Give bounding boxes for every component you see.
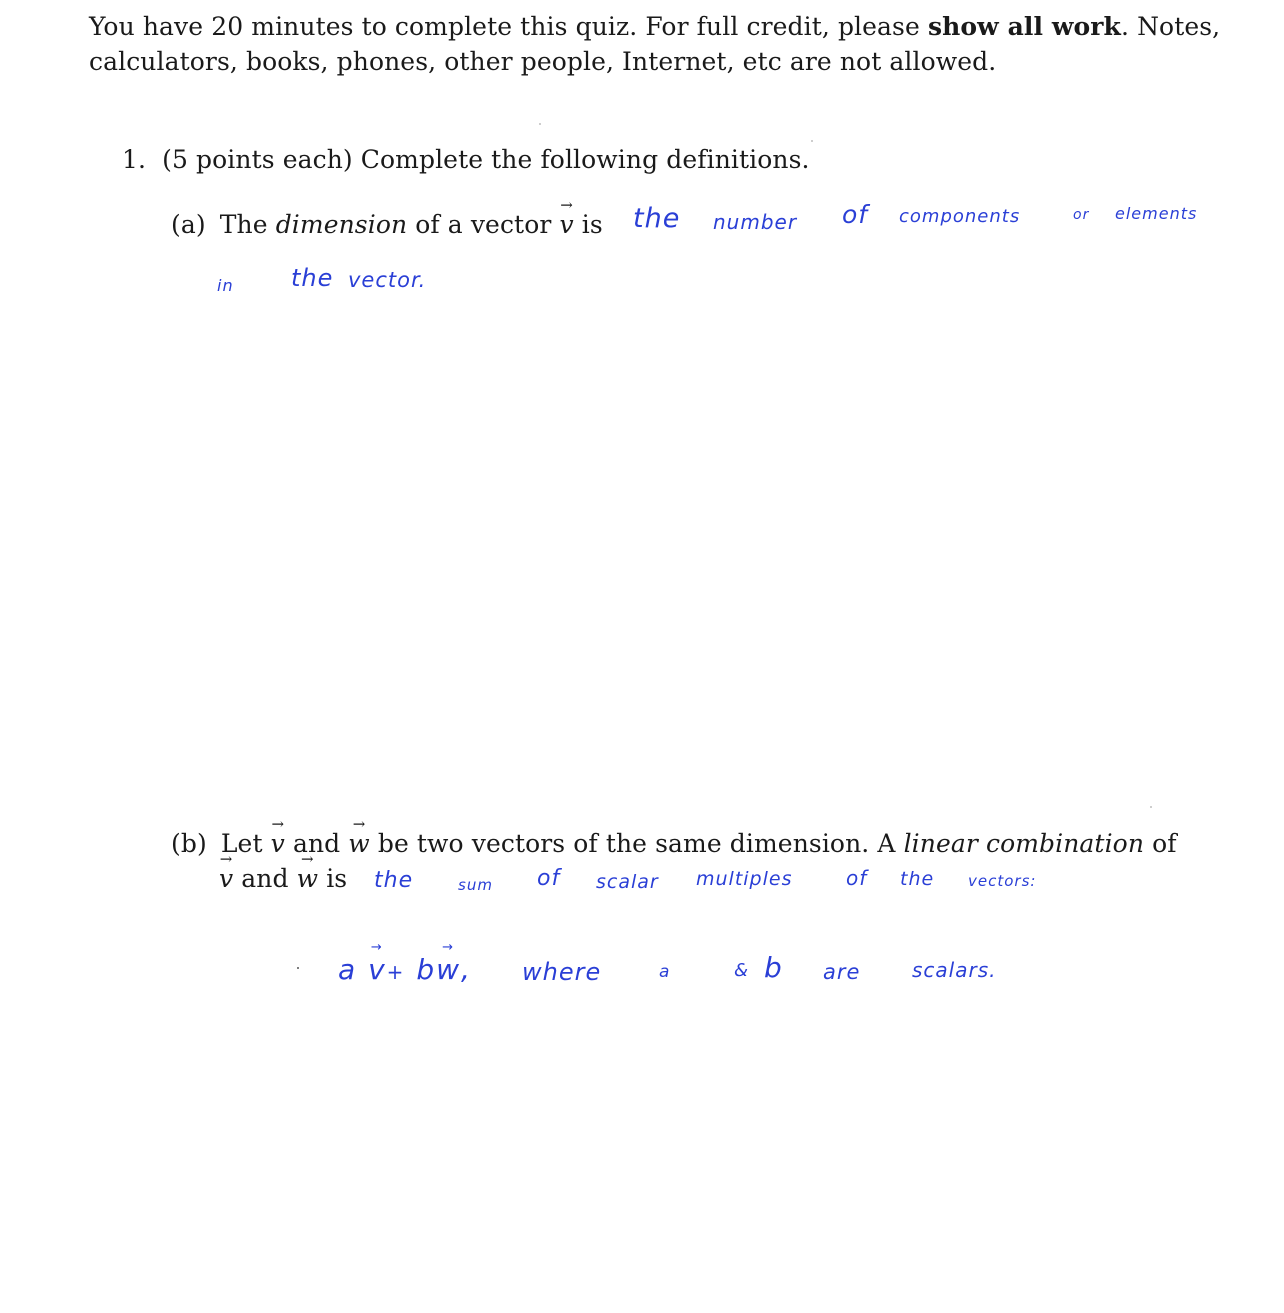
part-b-answer-word: the [900,868,935,890]
part-b-answer-word: b [764,951,783,984]
part-b-is: is [326,864,348,893]
part-b-prompt-line-1 [171,829,1177,858]
part-a-answer-word: vector. [348,268,427,292]
instructions-text: You have 20 minutes to complete this quiz. For full credit, please [89,12,920,41]
formula-vector-w: w → [436,953,461,986]
formula-vector-v: v → [368,953,387,986]
part-b-prompt-line-2 [219,864,347,893]
part-b-answer-word: the [374,868,414,893]
scan-speck [539,123,541,125]
part-b-answer-word: scalar [596,871,659,893]
part-b-answer-word: of [846,866,868,890]
part-a-answer-word: elements [1115,204,1198,223]
part-b-answer-word: scalars. [912,958,997,982]
part-b-answer-word: are [823,960,861,984]
vector-v: v → [219,864,233,893]
vector-v: v → [559,210,573,239]
formula-plus: + [386,960,406,984]
part-b-formula [338,953,472,986]
part-b-term: linear combination [903,829,1145,858]
part-b-answer-word: & [734,960,750,981]
vector-w: w → [297,864,319,893]
part-a-answer-word: of [842,200,869,229]
part-b-and: and [292,829,341,858]
part-b-of: of [1152,829,1177,858]
scan-speck [1150,806,1152,808]
part-b-text: Let [220,829,263,858]
question-number: 1. [122,145,147,174]
part-a-text-end: is [581,210,603,239]
formula-scalar-a: a [338,953,358,986]
part-b-answer-word: where [522,958,602,986]
part-b-answer-word: sum [458,876,493,894]
formula-comma: , [461,953,472,986]
formula-scalar-b: b [416,953,437,986]
part-a-answer-word: the [291,264,334,292]
instructions-text-end: . Notes, [1120,12,1221,41]
scan-speck [297,967,299,969]
part-a-answer-word: components [899,206,1021,227]
part-b-answer-word: a [659,962,671,982]
part-b-answer-word: vectors: [968,872,1037,890]
part-a-answer-word: in [217,276,234,295]
part-a-answer-word: or [1073,207,1090,223]
part-a-prompt [171,210,603,239]
part-b-answer-word: multiples [696,868,793,890]
part-a-text: The [219,210,268,239]
instructions-line-1 [89,12,1220,41]
vector-v: v → [271,829,285,858]
question-1-heading [122,145,810,174]
instructions-emphasis: show all work [927,12,1121,41]
part-b-and: and [241,864,289,893]
part-a-answer-word: number [713,210,798,234]
part-b-label: (b) [171,829,207,858]
scan-speck [811,140,813,142]
vector-w: w → [348,829,370,858]
part-b-answer-word: of [537,866,561,891]
part-a-answer-word: the [633,203,681,234]
question-prompt: (5 points each) Complete the following definitions. [162,145,810,174]
part-a-term: dimension [275,210,408,239]
instructions-line-2: calculators, books, phones, other people, Internet, etc are not allowed. [89,47,997,76]
part-a-text-after: of a vector [415,210,552,239]
part-b-text-2: be two vectors of the same dimension. A [377,829,896,858]
part-a-label: (a) [171,210,206,239]
